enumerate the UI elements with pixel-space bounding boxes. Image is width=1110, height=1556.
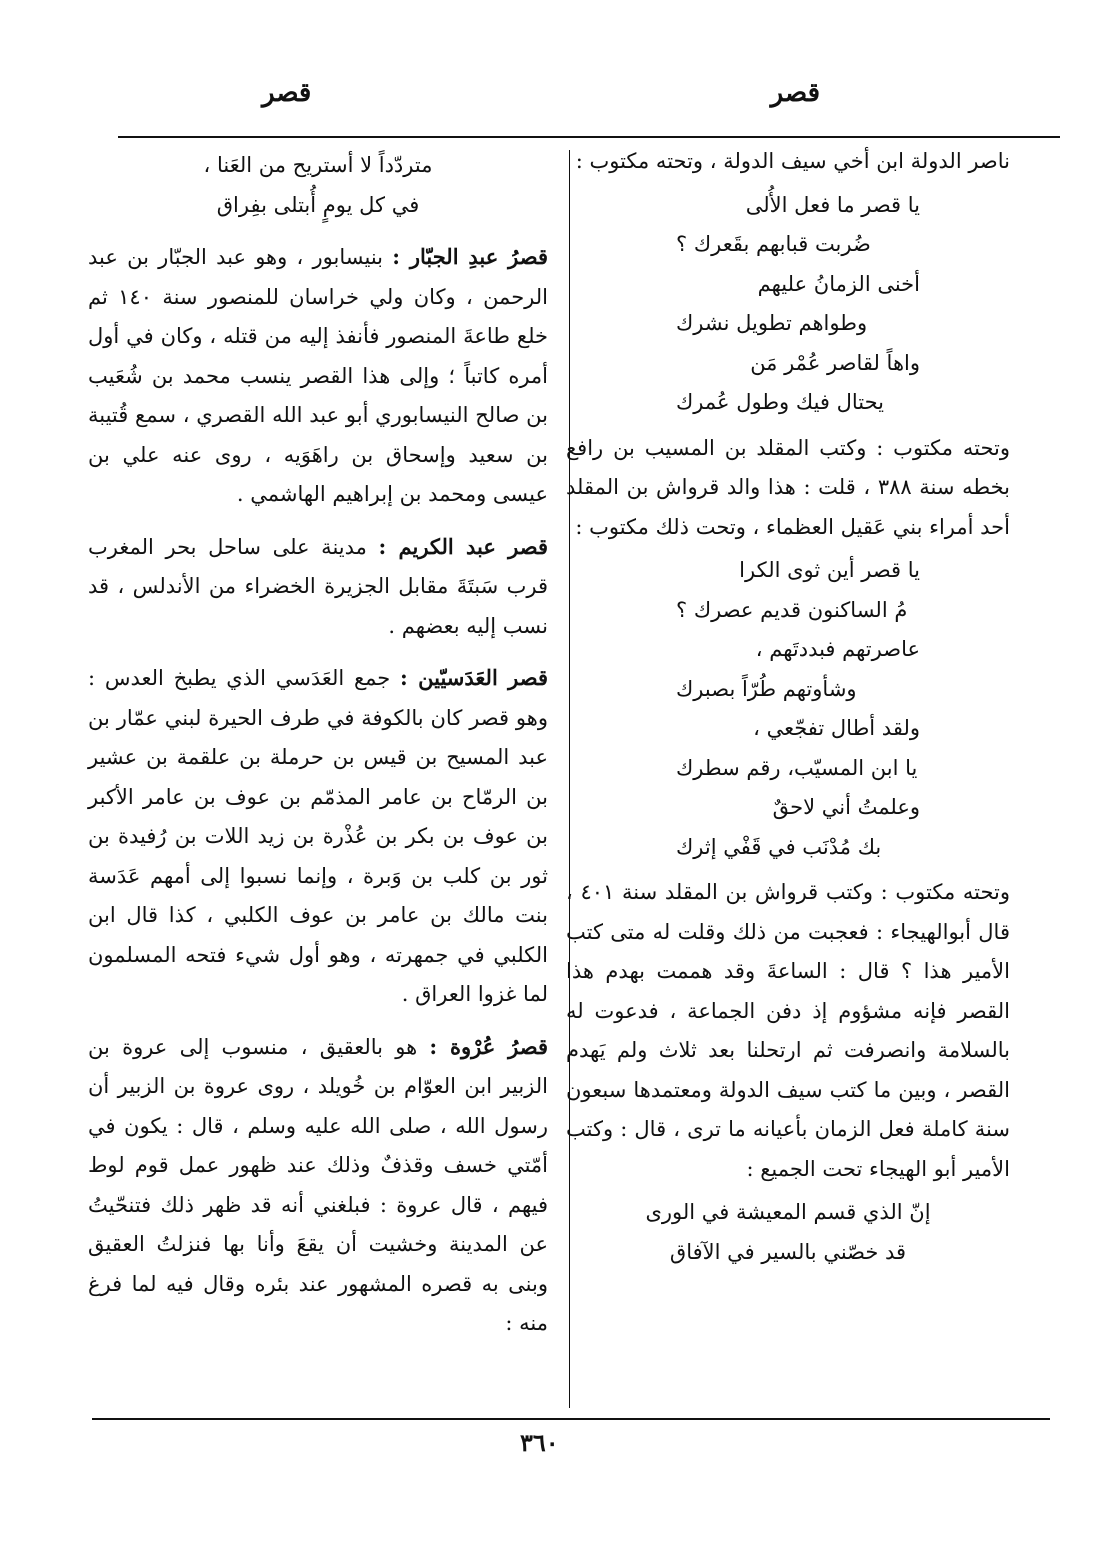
verse-line: يا ابن المسيّب، رقم سطرك [676,755,918,780]
verse-line: وطواهم تطويل نشرك [676,311,868,335]
entry-qasr-abd-al-karim [88,527,548,647]
entry-text: هو بالعقيق ، منسوب إلى عروة بن الزبير ابن العوّام بن خُويلد ، روى عروة بن الزبير أن رسول الله ، صلى الله عليه وسلم ، قال : يكون في أمّتي خسف وقذفٌ وذلك عند ظهور عمل قوم لوط فيهم ، قال عروة : فبلغني أنه قد ظهر ذلك فتنحّيتُ عن المدينة وخشيت أن يقعَ وأنا بها فنزلتُ العقيق وبنى به قصره المشهور عند بئره وقال فيه لما فرغ منه : [88,1034,548,1335]
entry-text: جمع العَدَسي الذي يطبخ العدس : وهو قصر كان بالكوفة في طرف الحيرة لبني عمّار بن عبد المسيح بن قيس بن حرملة بن علقمة بن عشير بن الرمّاح بن عامر المذمّم بن عوف بن عامر الأكبر بن عوف بن بكر بن عُذْرة بن زيد اللات بن رُفيدة بن ثور بن كلب بن وَبرة ، وإنما نسبوا إلى أمهم عَدَسة بنت مالك بن عامر بن عوف الكلبي ، كذا قال ابن الكلبي في جمهرته ، وهو أول شيء فتحه المسلمون لما غزوا العراق . [88,666,548,1006]
verse-line: وعلمتُ أني لاحقٌ [772,795,920,819]
running-head-left: قصر [262,78,312,108]
verse-line: يا قصر أين ثوى الكرا [739,558,920,582]
entry-qasr-abd-al-jabbar [88,237,548,515]
right-column [566,142,1010,1278]
verse-line: يا قصر ما فعل الأُلى [745,192,920,217]
verse-line: في كل يومٍ أُبتلى بفِراق [216,192,420,217]
verse-line: ضُربت قبابهم بقَعرك ؟ [676,232,871,256]
page-number: ٣٦٠ [520,1428,559,1457]
verse-line: أخنى الزمانُ عليهم [757,271,920,296]
verse-line: واهاً لقاصر عُمْر مَن [750,350,920,375]
left-column [88,142,548,1344]
verse-block [566,186,1010,423]
entry-headword: قصر عبد الكريم : [378,533,548,559]
paragraph: ناصر الدولة ابن أخي سيف الدولة ، وتحته مكتوب : [575,149,1010,173]
entry-qasr-al-adasiyyin [88,658,548,1015]
top-rule [118,136,1060,138]
paragraph: وتحته مكتوب : وكتب قرواش بن المقلد سنة ٤٠١ ، قال أبوالهيجاء : فعجبت من ذلك وقلت له متى كتب الأمير هذا ؟ قال : الساعةَ وقد هممت بهدم هذا القصر فإنه مشؤوم إذ دفن الجماعة ، فدعوت له بالسلامة وانصرفت ثم ارتحلنا بعد ثلاث ولم يَهدم القصر ، وبين ما كتب سيف الدولة ومعتمدها سبعون سنة كاملة فعل الزمان بأعيانه ما ترى ، قال : وكتب الأمير أبو الهيجاء تحت الجميع : [566,880,1010,1181]
entry-headword: قصرُ عُرْوة : [429,1033,548,1059]
entry-text: مدينة على ساحل بحر المغرب قرب سَبتَةَ مقابل الجزيرة الخضراء من الأندلس ، قد نسب إليه بعضهم . [88,534,548,638]
entry-headword: قصر العَدَسيّين : [400,665,548,690]
entry-qasr-urwa [88,1027,548,1344]
verse-line: مُ الساكنون قديم عصرك ؟ [676,597,908,622]
verse-line: إنّ الذي قسم المعيشة في الورى [645,1200,931,1224]
bottom-rule [92,1418,1050,1420]
verse-line: متردّداً لا أستريح من العَنا ، [203,153,433,177]
verse-line: قد خصّني بالسير في الآفاق [669,1239,907,1264]
verse-line: ولقد أطال تفجّعي ، [753,716,920,740]
verse-block [88,146,548,225]
verse-line: يحتال فيك وطول عُمرك [676,390,885,414]
verse-line: بك مُدْنَب في قَفْي إثرك [676,834,882,859]
verse-line: وشأوتهم طُرّاً بصبرك [676,676,857,701]
entry-headword: قصرُ عبدِ الجبّار : [392,244,549,269]
verse-line: عاصرتهم فبددتَهم ، [755,637,920,661]
verse-block [566,551,1010,867]
verse-block [566,1193,1010,1272]
running-head-right: قصر [770,78,820,108]
entry-text: بنيسابور ، وهو عبد الجبّار بن عبد الرحمن ، وكان ولي خراسان للمنصور سنة ١٤٠ ثم خلع طاعةَ المنصور فأنفذ إليه من قتله ، وكان في أول أمره كاتباً ؛ وإلى هذا القصر ينسب محمد بن شُعَيب بن صالح النيسابوري أبو عبد الله القصري ، سمع قُتيبة بن سعيد وإسحاق بن راهَوَيه ، روى عنه علي بن عيسى ومحمد بن إبراهيم الهاشمي . [88,245,548,506]
paragraph: وتحته مكتوب : وكتب المقلد بن المسيب بن رافع بخطه سنة ٣٨٨ ، قلت : هذا والد قرواش بن المقلد أحد أمراء بني عَقيل العظماء ، وتحت ذلك مكتوب : [566,435,1010,539]
